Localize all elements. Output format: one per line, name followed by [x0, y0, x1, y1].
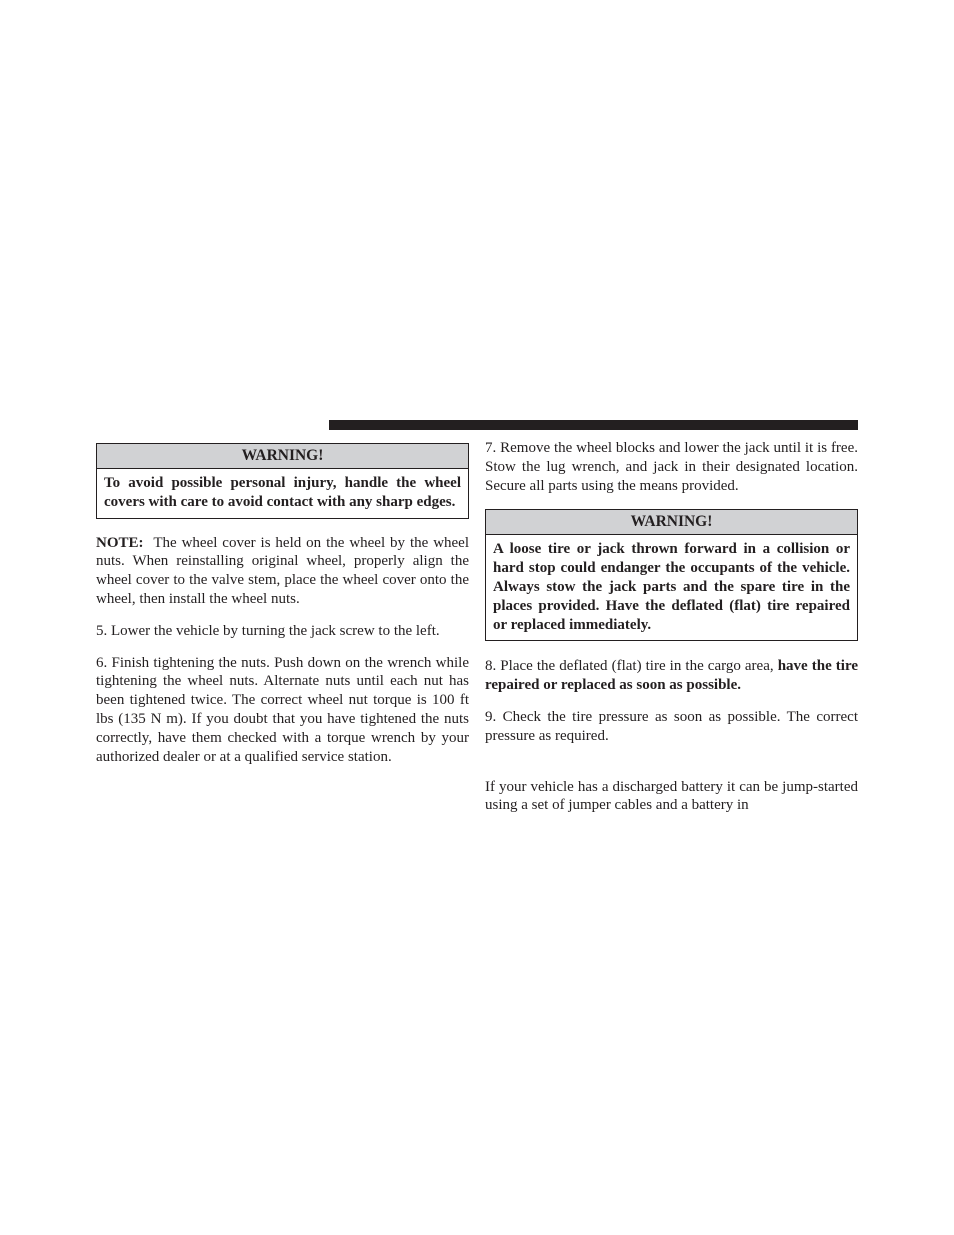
step-5: 5. Lower the vehicle by turning the jack screw to the left. [96, 622, 440, 639]
warning-heading: WARNING! [97, 444, 468, 469]
left-column [96, 443, 469, 766]
warning-text: A loose tire or jack thrown forward in a collision or hard stop could endanger the occupants of the vehicle. Always stow the jack parts and the spare tire in the places provided. Have the deflated (flat) tire repaired or replaced immediately. [493, 541, 850, 633]
step-6: 6. Finish tightening the nuts. Push down on the wrench while tightening the wheel nuts. Alternate nuts until each nut has been tightened twice. The correct wheel nut torque is 100 ft lbs (135 N m). If you doubt that you have tightened the nuts correctly, have them checked with a torque wrench by your authorized dealer or at a qualified service station. [96, 654, 469, 765]
note-label: NOTE: [96, 534, 144, 551]
note-paragraph [96, 534, 469, 609]
right-column [485, 439, 858, 815]
jump-start-paragraph: If your vehicle has a discharged battery it can be jump-started using a set of jumper cables and a battery in [485, 778, 858, 814]
warning-box-loose-tire [485, 509, 858, 641]
step-9: 9. Check the tire pressure as soon as possible. The correct pressure as required. [485, 708, 858, 744]
step-8-bold: have the tire repaired or replaced as soon as possible. [485, 658, 859, 694]
step-8 [485, 657, 858, 695]
warning-heading: WARNING! [486, 510, 857, 535]
warning-box-wheel-covers [96, 443, 469, 519]
warning-text: To avoid possible personal injury, handle the wheel covers with care to avoid contact with any sharp edges. [104, 475, 461, 510]
header-rule [329, 420, 858, 430]
step-8-text: 8. Place the deflated (flat) tire in the cargo area, [485, 658, 774, 675]
note-text: The wheel cover is held on the wheel by the wheel nuts. When reinstalling original wheel, properly align the wheel cover to the valve stem, place the wheel cover onto the wheel, then install the wheel nuts. [96, 534, 470, 607]
step-7: 7. Remove the wheel blocks and lower the jack until it is free. Stow the lug wrench, and jack in their designated location. Secure all parts using the means provided. [485, 440, 858, 494]
